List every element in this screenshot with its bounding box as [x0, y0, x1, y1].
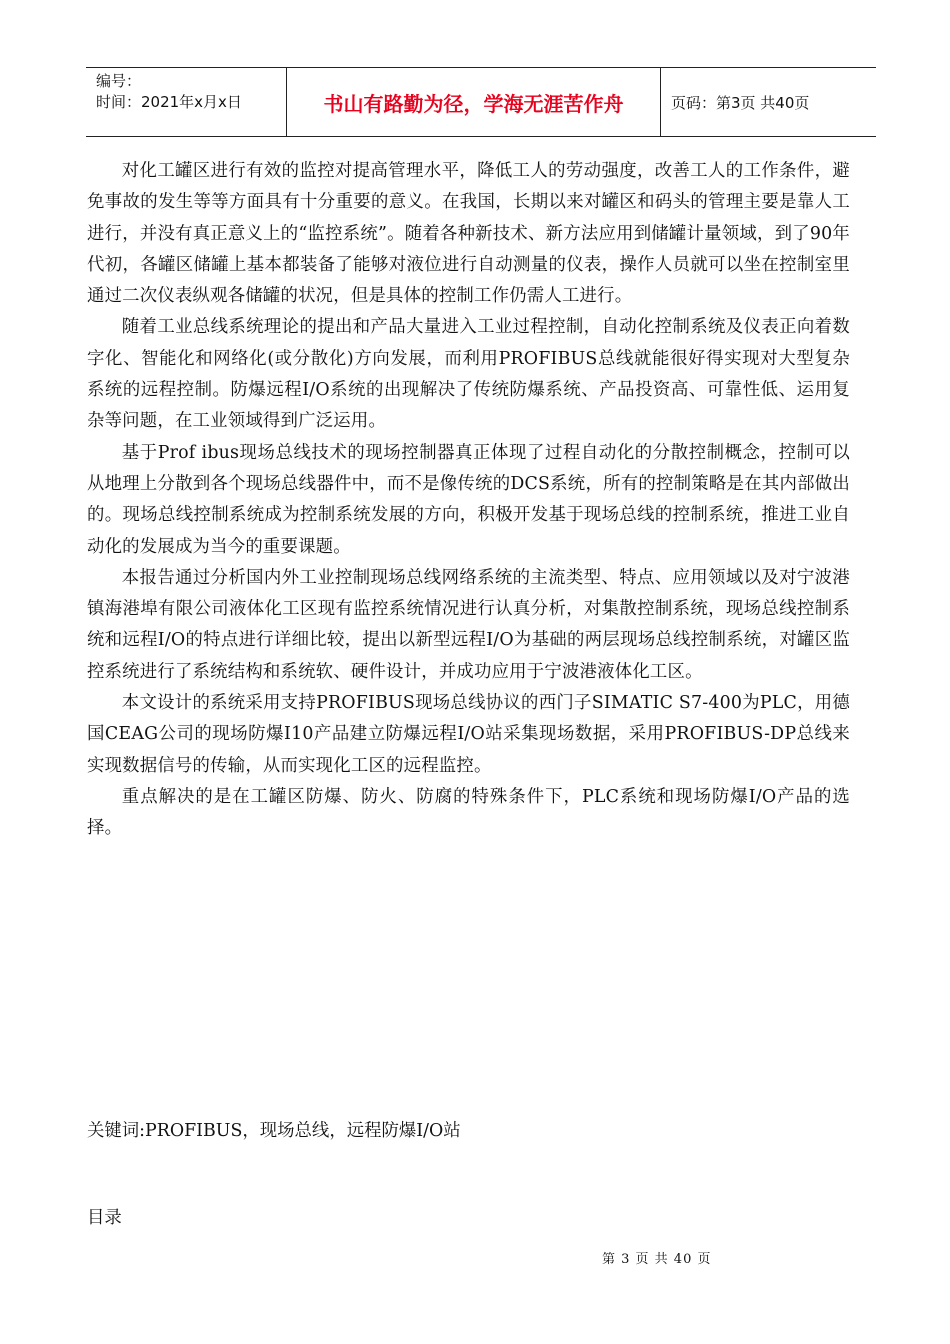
paragraph: 随着工业总线系统理论的提出和产品大量进入工业过程控制，自动化控制系统及仪表正向着数字化、智能化和网络化(或分散化)方向发展，而利用PROFIBUS总线就能很好得实现对大型复杂系统的远程控制。防爆远程I/O系统的出现解决了传统防爆系统、产品投资高、可靠性低、运用复杂等问题，在工业领域得到广泛运用。 [87, 317, 850, 432]
header-meta [86, 68, 287, 136]
page-footer: 第 3 页 共 40 页 [602, 1252, 712, 1267]
paragraph: 本报告通过分析国内外工业控制现场总线网络系统的主流类型、特点、应用领域以及对宁波港镇海港埠有限公司液体化工区现有监控系统情况进行认真分析，对集散控制系统，现场总线控制系统和远程I/O的特点进行详细比较，提出以新型远程I/O为基础的两层现场总线控制系统，对罐区监控系统进行了系统结构和系统软、硬件设计，并成功应用于宁波港液体化工区。 [87, 567, 850, 682]
header-page-number: 页码：第3页 共40页 [671, 93, 810, 112]
header-motto: 书山有路勤为径，学海无涯苦作舟 [287, 68, 661, 136]
paragraph: 重点解决的是在工罐区防爆、防火、防腐的特殊条件下，PLC系统和现场防爆I/O产品的选择。 [87, 786, 850, 839]
paragraph: 本文设计的系统采用支持PROFIBUS现场总线协议的西门子SIMATIC S7-400为PLC，用德国CEAG公司的现场防爆I10产品建立防爆远程I/O站采集现场数据，采用PROFIBUS-DP总线来实现数据信号的传输，从而实现化工区的远程监控。 [87, 693, 850, 776]
keywords-line: 关键词:PROFIBUS，现场总线，远程防爆I/O站 [87, 1121, 461, 1141]
header-time: 时间：2021年x月x日 [96, 93, 242, 111]
document-header [86, 67, 876, 137]
document-body [87, 156, 850, 845]
toc-heading: 目录 [87, 1208, 122, 1228]
paragraph: 基于Prof ibus现场总线技术的现场控制器真正体现了过程自动化的分散控制概念，控制可以从地理上分散到各个现场总线器件中，而不是像传统的DCS系统，所有的控制策略是在其内部做出的。现场总线控制系统成为控制系统发展的方向，积极开发基于现场总线的控制系统，推进工业自动化的发展成为当今的重要课题。 [87, 442, 850, 557]
header-number: 编号： [96, 72, 142, 90]
paragraph: 对化工罐区进行有效的监控对提高管理水平，降低工人的劳动强度，改善工人的工作条件，避免事故的发生等等方面具有十分重要的意义。在我国，长期以来对罐区和码头的管理主要是靠人工进行，并没有真正意义上的“监控系统”。随着各种新技术、新方法应用到储罐计量领域，到了90年代初，各罐区储罐上基本都装备了能够对液位进行自动测量的仪表，操作人员就可以坐在控制室里通过二次仪表纵观各储罐的状况，但是具体的控制工作仍需人工进行。 [87, 161, 850, 307]
